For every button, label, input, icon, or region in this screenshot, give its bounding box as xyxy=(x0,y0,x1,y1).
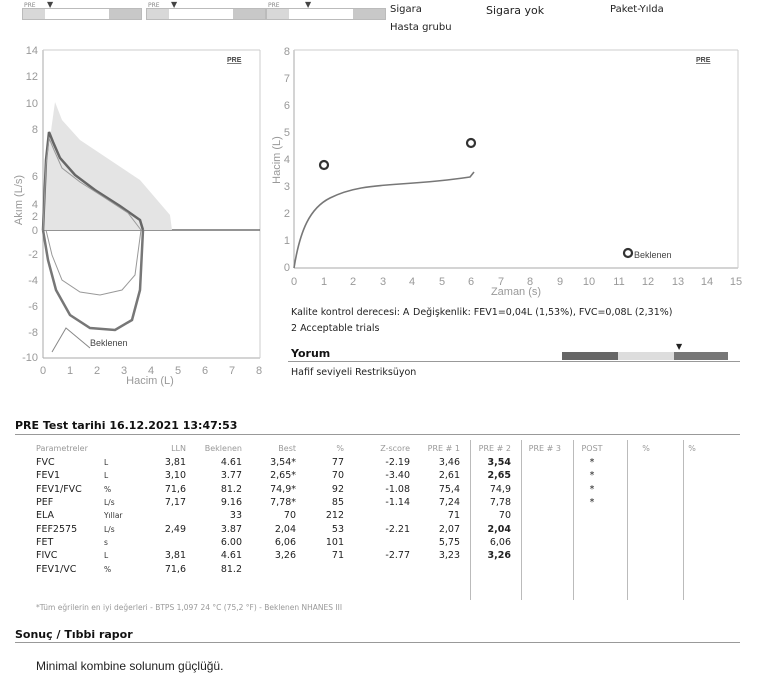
param-name: FEV1 xyxy=(36,470,61,482)
x-tick-label: 9 xyxy=(556,276,564,288)
lln-value: 7,17 xyxy=(164,497,186,509)
y-tick-label: 2 xyxy=(31,211,38,223)
col-header: % xyxy=(688,443,696,453)
table-row xyxy=(32,536,711,549)
pre1-value: 71 xyxy=(447,510,460,522)
pct-value: 71 xyxy=(331,550,344,562)
table-row xyxy=(32,562,711,575)
col-header: Z-score xyxy=(380,443,410,453)
arrow-down-icon: ▼ xyxy=(47,0,54,9)
post-value: * xyxy=(589,483,595,495)
z-value: -2.19 xyxy=(385,457,410,469)
param-unit: s xyxy=(104,537,108,547)
x-tick-label: 7 xyxy=(497,276,505,288)
pre3-value xyxy=(515,483,565,496)
x-tick-label: 10 xyxy=(582,276,596,288)
pre1-value: 5,75 xyxy=(438,536,460,548)
z-value: -2.77 xyxy=(385,550,410,562)
z-value: -3.40 xyxy=(385,470,410,482)
pct-value: 212 xyxy=(325,510,344,522)
arrow-down-icon: ▼ xyxy=(676,342,683,351)
x-tick-label: 8 xyxy=(526,276,534,288)
pre3-value xyxy=(515,522,565,535)
col-header: PRE # 2 xyxy=(478,443,511,453)
param-unit: Yıllar xyxy=(104,511,123,521)
post-value: * xyxy=(589,497,595,509)
pre3-value xyxy=(515,509,565,522)
patient-group-label: Hasta grubu xyxy=(390,22,452,33)
lln-value: 71,6 xyxy=(164,563,186,575)
param-unit: L xyxy=(104,471,109,481)
param-unit: L xyxy=(104,458,109,468)
vt-pre-tag: PRE xyxy=(696,57,711,64)
best-value: 3,54* xyxy=(270,457,296,469)
y-tick-label: 1 xyxy=(283,235,290,247)
pct-value xyxy=(300,562,348,575)
x-tick-label: 6 xyxy=(201,365,209,377)
param-unit: L/s xyxy=(104,524,115,534)
arrow-down-icon: ▼ xyxy=(171,0,178,9)
y-tick-label: 4 xyxy=(31,199,38,211)
y-tick-label: 12 xyxy=(25,71,38,83)
post-value xyxy=(565,549,619,562)
volume-curve xyxy=(294,172,474,268)
table-row xyxy=(32,496,711,509)
status-bar-label: PRE xyxy=(24,2,36,9)
x-tick-label: 4 xyxy=(147,365,155,377)
col-header: PRE # 1 xyxy=(427,443,460,453)
col-header: % xyxy=(336,443,344,453)
inspiratory-curve xyxy=(43,230,143,330)
param-name: FEV1/FVC xyxy=(36,483,82,495)
y-tick-label: 2 xyxy=(283,208,290,220)
lln-value xyxy=(148,536,190,549)
pre3-value xyxy=(515,562,565,575)
best-value: 3,26 xyxy=(274,550,296,562)
param-unit: % xyxy=(104,484,112,494)
best-value: 74,9* xyxy=(270,483,296,495)
y-tick-label: 8 xyxy=(283,46,290,58)
table-row xyxy=(32,483,711,496)
best-value: 2,65* xyxy=(270,470,296,482)
x-tick-label: 4 xyxy=(408,276,416,288)
vt-xlabel: Zaman (s) xyxy=(490,286,542,298)
y-tick-label: 7 xyxy=(283,73,290,85)
comment-title: Yorum xyxy=(291,347,331,360)
col-header: Best xyxy=(278,443,296,453)
pack-year-label: Paket-Yılda xyxy=(610,4,664,15)
best-value: 70 xyxy=(283,510,296,522)
y-tick-label: -8 xyxy=(28,327,38,339)
pre2-value: 70 xyxy=(498,510,511,522)
pct-value: 53 xyxy=(331,523,344,535)
pre1-value: 2,07 xyxy=(438,523,460,535)
volume-time-graph xyxy=(270,40,750,302)
x-tick-label: 3 xyxy=(120,365,128,377)
x-tick-label: 5 xyxy=(438,276,446,288)
col-header: Beklenen xyxy=(204,443,242,453)
param-name: PEF xyxy=(36,497,54,509)
col-header: POST xyxy=(581,443,603,453)
pre3-value xyxy=(515,496,565,509)
z-value: -1.08 xyxy=(385,483,410,495)
x-tick-label: 6 xyxy=(467,276,475,288)
pct-value: 92 xyxy=(331,483,344,495)
y-tick-label: 14 xyxy=(25,45,38,57)
pred-value: 81.2 xyxy=(220,563,242,575)
param-name: FIVC xyxy=(36,550,58,562)
predicted-legend-marker xyxy=(624,249,632,257)
lln-value: 3,81 xyxy=(164,457,186,469)
smoking-label: Sigara xyxy=(390,4,422,15)
y-tick-label: 3 xyxy=(283,181,290,193)
pre1-value: 3,46 xyxy=(438,457,460,469)
y-tick-label: 4 xyxy=(283,154,290,166)
post-value xyxy=(565,522,619,535)
test-footnote: *Tüm eğrilerin en iyi değerleri - BTPS 1,097 24 °C (75,2 °F) - Beklenen NHANES III xyxy=(36,603,343,612)
x-tick-label: 12 xyxy=(641,276,655,288)
pre1-value: 7,24 xyxy=(438,497,460,509)
smoking-value: Sigara yok xyxy=(486,4,545,17)
x-tick-label: 3 xyxy=(379,276,387,288)
pred-value: 6.00 xyxy=(220,536,242,548)
pre3-value xyxy=(515,469,565,482)
best-value: 6,06 xyxy=(274,536,296,548)
y-tick-label: -6 xyxy=(28,301,38,313)
z-value xyxy=(348,536,414,549)
pre2-value: 3,26 xyxy=(487,550,511,562)
status-bar-label: PRE xyxy=(148,2,160,9)
pre2-value: 2,65 xyxy=(487,470,511,482)
pct-value: 77 xyxy=(331,457,344,469)
test-title: PRE Test tarihi 16.12.2021 13:47:53 xyxy=(15,419,238,432)
table-row xyxy=(32,456,711,469)
post-value xyxy=(565,536,619,549)
pct-value: 101 xyxy=(325,536,344,548)
pre1-value: 3,23 xyxy=(438,550,460,562)
x-tick-label: 1 xyxy=(66,365,74,377)
vt-predicted-label: Beklenen xyxy=(634,250,672,260)
x-tick-label: 13 xyxy=(671,276,685,288)
pred-value: 81.2 xyxy=(220,483,242,495)
param-unit: % xyxy=(104,564,112,574)
param-name: FEV1/VC xyxy=(36,563,77,575)
lln-value: 71,6 xyxy=(164,483,186,495)
param-unit: L/s xyxy=(104,498,115,508)
conclusion-title: Sonuç / Tıbbi rapor xyxy=(15,628,133,641)
col-header: Parametreler xyxy=(36,443,88,453)
arrow-down-icon: ▼ xyxy=(305,0,312,9)
table-row xyxy=(32,509,711,522)
quality-trials: 2 Acceptable trials xyxy=(291,323,380,334)
conclusion-text: Minimal kombine solunum güçlüğü. xyxy=(36,659,224,673)
flow-xlabel: Hacim (L) xyxy=(126,375,174,387)
y-tick-label: -10 xyxy=(22,352,38,364)
pre2-value: 3,54 xyxy=(487,457,511,469)
post-value xyxy=(565,562,619,575)
pred-value: 33 xyxy=(229,510,242,522)
z-value: -2.21 xyxy=(385,523,410,535)
vt-ylabel: Hacim (L) xyxy=(271,136,283,184)
best-value: 7,78* xyxy=(270,497,296,509)
pre1-value: 2,61 xyxy=(438,470,460,482)
predicted-marker-fvc xyxy=(467,139,475,147)
y-tick-label: 6 xyxy=(283,100,290,112)
status-bar-3 xyxy=(266,0,386,20)
pre2-value: 2,04 xyxy=(487,523,511,535)
x-tick-label: 5 xyxy=(174,365,182,377)
pre3-value xyxy=(515,549,565,562)
param-name: ELA xyxy=(36,510,55,522)
status-bar-2 xyxy=(146,0,266,20)
param-name: FEF2575 xyxy=(36,523,78,535)
x-tick-label: 11 xyxy=(613,276,625,288)
pre1-value: 75,4 xyxy=(438,483,460,495)
pct-value: 70 xyxy=(331,470,344,482)
lln-value: 2,49 xyxy=(164,523,186,535)
col-header xyxy=(100,440,148,456)
comment-text: Hafif seviyeli Restriksüyon xyxy=(291,367,417,378)
flow-predicted-label: Beklenen xyxy=(90,338,128,348)
pred-value: 3.87 xyxy=(220,523,242,535)
predicted-area xyxy=(43,102,172,230)
pre1-value xyxy=(414,562,464,575)
pre2-value: 7,78 xyxy=(489,497,511,509)
x-tick-label: 0 xyxy=(290,276,298,288)
predicted-legend-mark xyxy=(52,328,90,352)
y-tick-label: 6 xyxy=(31,171,38,183)
lln-value xyxy=(148,509,190,522)
param-unit: L xyxy=(104,551,109,561)
x-tick-label: 2 xyxy=(349,276,357,288)
x-tick-label: 8 xyxy=(255,365,263,377)
pre3-value xyxy=(515,456,565,469)
z-value xyxy=(348,562,414,575)
flow-pre-tag: PRE xyxy=(227,57,242,64)
post-value: * xyxy=(589,457,595,469)
y-tick-label: 10 xyxy=(25,98,38,110)
param-name: FET xyxy=(36,536,54,548)
flow-ylabel: Akım (L/s) xyxy=(13,174,25,226)
col-header: PRE # 3 xyxy=(528,443,561,453)
comment-scale-bar xyxy=(562,342,728,360)
z-value xyxy=(348,509,414,522)
pct-value: 85 xyxy=(331,497,344,509)
lln-value: 3,10 xyxy=(164,470,186,482)
y-tick-label: -4 xyxy=(28,275,38,287)
results-table xyxy=(32,440,711,576)
pred-value: 4.61 xyxy=(220,550,242,562)
quality-grade: Kalite kontrol derecesi: A xyxy=(291,307,410,318)
pred-value: 3.77 xyxy=(220,470,242,482)
table-row xyxy=(32,522,711,535)
x-tick-label: 14 xyxy=(700,276,714,288)
y-tick-label: 0 xyxy=(31,225,38,237)
col-header: % xyxy=(642,443,650,453)
param-name: FVC xyxy=(36,457,55,469)
pre2-value xyxy=(464,562,515,575)
x-tick-label: 15 xyxy=(729,276,743,288)
pre3-value xyxy=(515,536,565,549)
z-value: -1.14 xyxy=(385,497,410,509)
post-value: * xyxy=(589,470,595,482)
status-bar-label: PRE xyxy=(268,2,280,9)
y-tick-label: 5 xyxy=(283,127,290,139)
x-tick-label: 1 xyxy=(320,276,328,288)
x-tick-label: 0 xyxy=(39,365,47,377)
inspiratory-curve-2 xyxy=(46,230,141,295)
table-row xyxy=(32,469,711,482)
flow-volume-graph xyxy=(0,40,270,390)
x-tick-label: 2 xyxy=(93,365,101,377)
best-value: 2,04 xyxy=(274,523,296,535)
y-tick-label: -2 xyxy=(28,249,38,261)
pre2-value: 74,9 xyxy=(489,483,511,495)
quality-variability: Değişkenlik: FEV1=0,04L (1,53%), FVC=0,08L (2,31%) xyxy=(413,307,673,318)
pre2-value: 6,06 xyxy=(489,536,511,548)
pred-value: 4.61 xyxy=(220,457,242,469)
status-bar-1 xyxy=(22,0,142,20)
x-tick-label: 7 xyxy=(228,365,236,377)
table-header-row xyxy=(32,440,711,456)
post-value xyxy=(565,509,619,522)
vt-y-ticks xyxy=(284,46,290,274)
table-row xyxy=(32,549,711,562)
y-tick-label: 0 xyxy=(283,262,290,274)
predicted-marker-fev1 xyxy=(320,161,328,169)
lln-value: 3,81 xyxy=(164,550,186,562)
y-tick-label: 8 xyxy=(31,124,38,136)
best-value xyxy=(246,562,300,575)
col-header: LLN xyxy=(171,443,186,453)
pred-value: 9.16 xyxy=(220,497,242,509)
